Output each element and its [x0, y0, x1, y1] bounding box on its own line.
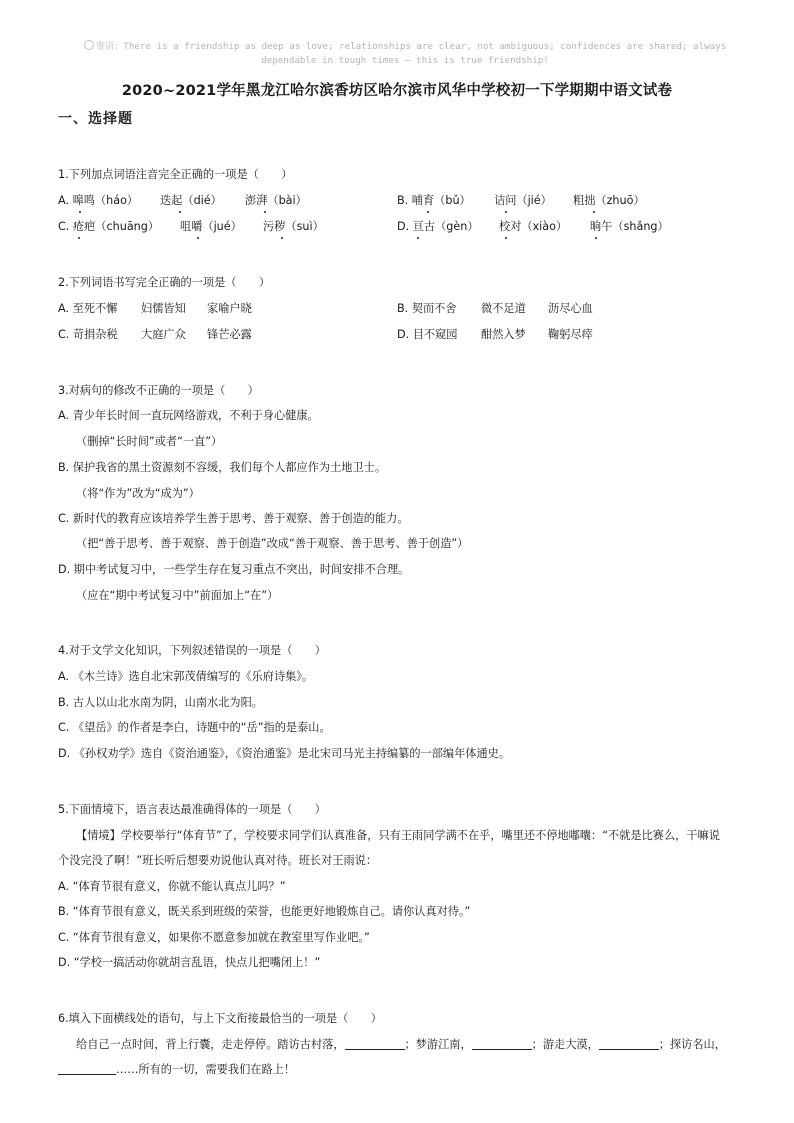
- emphasis-dot: [197, 237, 199, 239]
- q5-stem: 5.下面情境下，语言表达最准确得体的一项是（ ）: [58, 803, 326, 816]
- emphasis-dot: [417, 237, 419, 239]
- header-quote-line2: dependable in tough times — this is true friendship!: [261, 55, 549, 66]
- q4-stem: 4.对于文学文化知识，下列叙述错误的一项是（ ）: [58, 644, 326, 657]
- q1-option-d-3: 晌午（shǎng）: [590, 220, 669, 233]
- q2-option-a-1: A. 至死不懈: [58, 302, 118, 315]
- q2-option-a-2: 妇儒皆知: [141, 302, 186, 315]
- q3-option-d: D. 期中考试复习中，一些学生存在复习重点不突出，时间安排不合理。: [58, 563, 410, 576]
- q1-option-b-1: B. 哺育（bǔ）: [397, 194, 471, 207]
- q2-option-c-3: 锋芒必露: [207, 328, 252, 341]
- q1-option-c-2: 咀嚼（jué）: [180, 220, 242, 233]
- q2-option-b-1: B. 契而不舍: [397, 302, 457, 315]
- quote-icon: [84, 40, 94, 50]
- q2-option-c-1: C. 苛捐杂税: [58, 328, 118, 341]
- q3-option-c: C. 新时代的教育应该培养学生善于思考、善于观察、善于创造的能力。: [58, 512, 409, 525]
- q2-option-a-3: 家喻户晓: [207, 302, 252, 315]
- q6-passage-part5: ……所有的一切，需要我们在路上！: [116, 1063, 296, 1076]
- q4-option-c: C. 《望岳》的作者是李白，诗题中的“岳”指的是泰山。: [58, 721, 331, 734]
- q1-option-d-1: D. 亘古（gèn）: [397, 220, 479, 233]
- q1-stem: 1.下列加点词语注音完全正确的一项是（ ）: [58, 168, 293, 181]
- q4-option-d: D. 《孙权劝学》选自《资治通鉴》，《资治通鉴》是北宋司马光主持编纂的一部编年体通史。: [58, 747, 511, 760]
- q2-option-c-2: 大庭广众: [141, 328, 186, 341]
- q6-passage-part3: ；游走大漠，: [531, 1038, 599, 1051]
- q1-option-a-1: A. 嗥鸣（háo）: [58, 194, 139, 207]
- emphasis-dot: [79, 211, 81, 213]
- q1-option-a-3: 澎湃（bài）: [245, 194, 307, 207]
- q4-option-b: B. 古人以山北水南为阴，山南水北为阳。: [58, 696, 263, 709]
- emphasis-dot: [505, 237, 507, 239]
- emphasis-dot: [78, 237, 80, 239]
- q6-stem: 6.填入下面横线处的语句，与上下文衔接最恰当的一项是（ ）: [58, 1012, 382, 1025]
- q5-context-line1: 【情境】学校要举行“体育节”了，学校要求同学们认真准备，只有王雨同学满不在乎，嘴里还不停地嘟囔：“不就是比赛么，干嘛说: [76, 829, 720, 842]
- q6-passage-part1: 给自己一点时间，背上行囊，走走停停。踏访古村落，: [76, 1038, 345, 1051]
- header-quote-line1: 寄语：There is a friendship as deep as love; relationships are clear, not ambiguous; confidences are shared; always: [95, 41, 727, 52]
- emphasis-dot: [595, 237, 597, 239]
- q6-passage-part2: ；梦游江南，: [404, 1038, 472, 1051]
- q5-option-a: A. “体育节很有意义，你就不能认真点儿吗？”: [58, 880, 286, 893]
- emphasis-dot: [505, 211, 507, 213]
- emphasis-dot: [281, 237, 283, 239]
- q5-context-line2: 个没完没了啊！”班长听后想要劝说他认真对待。班长对王雨说：: [58, 854, 378, 867]
- emphasis-dot: [427, 211, 429, 213]
- q1-option-a-2: 迭起（dié）: [160, 194, 222, 207]
- emphasis-dot: [264, 211, 266, 213]
- q2-option-d-2: 酣然入梦: [481, 328, 526, 341]
- fill-blank-4: [58, 1062, 116, 1075]
- q3-option-a: A. 青少年长时间一直玩网络游戏，不利于身心健康。: [58, 409, 319, 422]
- fill-blank-1: [345, 1037, 405, 1050]
- q6-passage-line2: [58, 1062, 295, 1078]
- q2-option-d-3: 鞠躬尽瘁: [548, 328, 593, 341]
- q3-option-c-fix: （把“善于思考、善于观察、善于创造”改成“善于观察、善于思考、善于创造”）: [76, 537, 469, 550]
- q2-stem: 2.下列词语书写完全正确的一项是（ ）: [58, 276, 271, 289]
- q1-option-b-2: 诘问（jié）: [494, 194, 552, 207]
- q5-option-d: D. “学校一搞活动你就胡言乱语，快点儿把嘴闭上！”: [58, 956, 321, 969]
- q5-option-c: C. “体育节很有意义，如果你不愿意参加就在教室里写作业吧。”: [58, 931, 370, 944]
- q1-option-c-1: C. 疮疤（chuāng）: [58, 220, 160, 233]
- q1-option-b-3: 粗拙（zhuō）: [573, 194, 645, 207]
- section-heading: 一、选择题: [58, 111, 133, 127]
- q2-option-b-3: 沥尽心血: [548, 302, 593, 315]
- page-title: 2020~2021学年黑龙江哈尔滨香坊区哈尔滨市风华中学校初一下学期期中语文试卷: [121, 83, 673, 99]
- header-quote: [50, 40, 760, 68]
- q2-option-d-1: D. 目不窥园: [397, 328, 458, 341]
- emphasis-dot: [593, 211, 595, 213]
- q3-option-b: B. 保护我省的黑土资源刻不容缓，我们每个人都应作为土地卫士。: [58, 461, 387, 474]
- q4-option-a: A. 《木兰诗》选自北宋郭茂倩编写的《乐府诗集》。: [58, 670, 314, 683]
- emphasis-dot: [179, 211, 181, 213]
- q6-passage-part4: ；探访名山，: [658, 1038, 726, 1051]
- q3-option-d-fix: （应在“期中考试复习中”前面加上“在”）: [76, 589, 279, 602]
- q3-option-b-fix: （将“作为”改为“成为”）: [76, 487, 200, 500]
- q6-passage-line1: [76, 1037, 726, 1053]
- fill-blank-3: [599, 1037, 659, 1050]
- q1-option-c-3: 污秽（suì）: [263, 220, 324, 233]
- q2-option-b-2: 微不足道: [481, 302, 526, 315]
- q1-option-d-2: 校对（xiào）: [499, 220, 568, 233]
- fill-blank-2: [472, 1037, 532, 1050]
- q3-option-a-fix: （删掉“长时间”或者“一直”）: [76, 435, 223, 448]
- q5-option-b: B. “体育节很有意义，既关系到班级的荣誉，也能更好地锻炼自己。请你认真对待。”: [58, 905, 471, 918]
- q3-stem: 3.对病句的修改不正确的一项是（ ）: [58, 384, 259, 397]
